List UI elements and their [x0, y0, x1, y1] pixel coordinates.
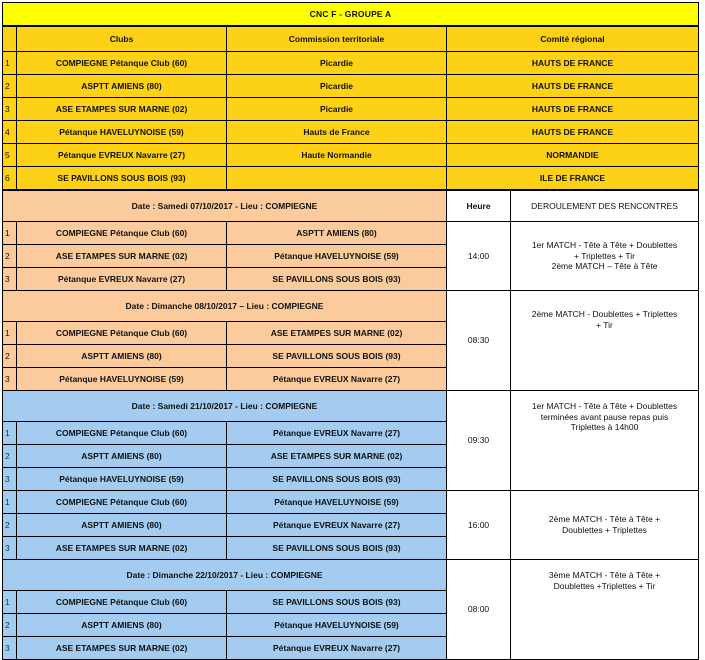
match-home: COMPIEGNE Pétanque Club (60) [17, 222, 227, 245]
clubs-header-spacer [3, 27, 17, 52]
clubs-table [2, 26, 699, 190]
schedule-table [2, 190, 699, 660]
table-row [3, 75, 699, 98]
section-date-label: Date : Dimanche 22/10/2017 - Lieu : COMPIEGNE [3, 560, 447, 591]
match-home: ASE ETAMPES SUR MARNE (02) [17, 245, 227, 268]
match-row [3, 222, 699, 245]
club-name: ASPTT AMIENS (80) [17, 75, 227, 98]
match-away: SE PAVILLONS SOUS BOIS (93) [227, 268, 447, 291]
row-number: 5 [3, 144, 17, 167]
row-number: 6 [3, 167, 17, 190]
section-heure: 16:00 [447, 491, 511, 560]
match-number: 3 [3, 468, 17, 491]
match-away: ASE ETAMPES SUR MARNE (02) [227, 445, 447, 468]
row-number: 3 [3, 98, 17, 121]
deroulement-line-1: 1er MATCH - Tête à Tête + Doublettes [531, 401, 678, 411]
club-commission: Picardie [227, 52, 447, 75]
match-away: ASPTT AMIENS (80) [227, 222, 447, 245]
match-home: COMPIEGNE Pétanque Club (60) [17, 591, 227, 614]
match-number: 1 [3, 422, 17, 445]
club-name: ASE ETAMPES SUR MARNE (02) [17, 98, 227, 121]
table-row [3, 98, 699, 121]
match-number: 2 [3, 514, 17, 537]
match-home: ASE ETAMPES SUR MARNE (02) [17, 637, 227, 660]
match-number: 1 [3, 222, 17, 245]
club-comite: ILE DE FRANCE [447, 167, 699, 190]
club-commission: Picardie [227, 75, 447, 98]
page-title: CNC F - GROUPE A [3, 3, 699, 26]
table-row [3, 167, 699, 190]
row-number: 1 [3, 52, 17, 75]
match-number: 2 [3, 345, 17, 368]
match-away: Pétanque HAVELUYNOISE (59) [227, 614, 447, 637]
match-home: COMPIEGNE Pétanque Club (60) [17, 422, 227, 445]
match-home: ASPTT AMIENS (80) [17, 345, 227, 368]
table-row [3, 52, 699, 75]
club-name: SE PAVILLONS SOUS BOIS (93) [17, 167, 227, 190]
club-comite: HAUTS DE FRANCE [447, 98, 699, 121]
club-commission: Hauts de France [227, 121, 447, 144]
deroulement-line-1: 2ème MATCH - Doublettes + Triplettes [531, 309, 678, 319]
column-header-heure: Heure [447, 191, 511, 222]
deroulement-line-1: 2ème MATCH - Tête à Tête + [548, 514, 661, 525]
match-number: 1 [3, 322, 17, 345]
match-home: COMPIEGNE Pétanque Club (60) [17, 491, 227, 514]
clubs-header-row [3, 27, 699, 52]
column-header-comite: Comité régional [447, 27, 699, 52]
match-home: ASE ETAMPES SUR MARNE (02) [17, 537, 227, 560]
match-row [3, 491, 699, 514]
deroulement-line-2: Doublettes + Triplettes [562, 525, 647, 535]
deroulement-line-3: 2ème MATCH – Tête à Tête [551, 261, 658, 272]
match-away: SE PAVILLONS SOUS BOIS (93) [227, 591, 447, 614]
section-date-row [3, 191, 699, 222]
match-number: 3 [3, 268, 17, 291]
section-date-label: Date : Samedi 21/10/2017 - Lieu : COMPIEGNE [3, 391, 447, 422]
match-home: ASPTT AMIENS (80) [17, 445, 227, 468]
match-home: Pétanque HAVELUYNOISE (59) [17, 468, 227, 491]
deroulement-line-2: + Tir [596, 319, 613, 330]
match-away: SE PAVILLONS SOUS BOIS (93) [227, 345, 447, 368]
section-heure: 09:30 [447, 391, 511, 491]
match-away: ASE ETAMPES SUR MARNE (02) [227, 322, 447, 345]
section-heure: 08:00 [447, 560, 511, 660]
match-number: 3 [3, 537, 17, 560]
section-date-row [3, 291, 699, 322]
club-commission: Picardie [227, 98, 447, 121]
match-home: ASPTT AMIENS (80) [17, 614, 227, 637]
club-comite: HAUTS DE FRANCE [447, 75, 699, 98]
title-row [3, 3, 699, 26]
deroulement-line-2: Doublettes +Triplettes + Tir [553, 580, 656, 591]
club-comite: HAUTS DE FRANCE [447, 52, 699, 75]
deroulement-line-2: terminées avant pause repas puis [540, 411, 669, 422]
club-name: Pétanque EVREUX Navarre (27) [17, 144, 227, 167]
column-header-clubs: Clubs [17, 27, 227, 52]
section-deroulement [511, 291, 699, 391]
section-deroulement [511, 222, 699, 291]
section-heure: 14:00 [447, 222, 511, 291]
deroulement-line-1: 1er MATCH - Tête à Tête + Doublettes [531, 240, 678, 251]
club-name: COMPIEGNE Pétanque Club (60) [17, 52, 227, 75]
club-commission [227, 167, 447, 190]
section-deroulement [511, 391, 699, 491]
club-commission: Haute Normandie [227, 144, 447, 167]
deroulement-line-3: Triplettes à 14h00 [570, 422, 639, 433]
match-away: SE PAVILLONS SOUS BOIS (93) [227, 468, 447, 491]
deroulement-line-2: + Triplettes + Tir [574, 250, 635, 261]
deroulement-line-1: 3ème MATCH - Tête à Tête + [548, 570, 661, 580]
section-date-label: Date : Dimanche 08/10/2017 – Lieu : COMPIEGNE [3, 291, 447, 322]
match-number: 3 [3, 637, 17, 660]
row-number: 2 [3, 75, 17, 98]
column-header-commission: Commission territoriale [227, 27, 447, 52]
section-deroulement [511, 491, 699, 560]
match-number: 1 [3, 491, 17, 514]
column-header-deroulement: DEROULEMENT DES RENCONTRES [511, 191, 699, 222]
match-away: Pétanque HAVELUYNOISE (59) [227, 491, 447, 514]
match-number: 3 [3, 368, 17, 391]
match-home: COMPIEGNE Pétanque Club (60) [17, 322, 227, 345]
title-table [2, 2, 699, 26]
match-away: Pétanque EVREUX Navarre (27) [227, 368, 447, 391]
match-home: Pétanque HAVELUYNOISE (59) [17, 368, 227, 391]
club-name: Pétanque HAVELUYNOISE (59) [17, 121, 227, 144]
section-deroulement [511, 560, 699, 660]
match-home: Pétanque EVREUX Navarre (27) [17, 268, 227, 291]
club-comite: NORMANDIE [447, 144, 699, 167]
table-row [3, 144, 699, 167]
section-date-row [3, 560, 699, 591]
row-number: 4 [3, 121, 17, 144]
match-away: Pétanque EVREUX Navarre (27) [227, 422, 447, 445]
match-away: Pétanque EVREUX Navarre (27) [227, 514, 447, 537]
match-number: 1 [3, 591, 17, 614]
table-row [3, 121, 699, 144]
match-home: ASPTT AMIENS (80) [17, 514, 227, 537]
match-away: Pétanque HAVELUYNOISE (59) [227, 245, 447, 268]
match-number: 2 [3, 614, 17, 637]
match-number: 2 [3, 445, 17, 468]
section-date-label: Date : Samedi 07/10/2017 - Lieu : COMPIEGNE [3, 191, 447, 222]
club-comite: HAUTS DE FRANCE [447, 121, 699, 144]
section-heure: 08:30 [447, 291, 511, 391]
match-away: SE PAVILLONS SOUS BOIS (93) [227, 537, 447, 560]
section-date-row [3, 391, 699, 422]
match-number: 2 [3, 245, 17, 268]
match-away: Pétanque EVREUX Navarre (27) [227, 637, 447, 660]
